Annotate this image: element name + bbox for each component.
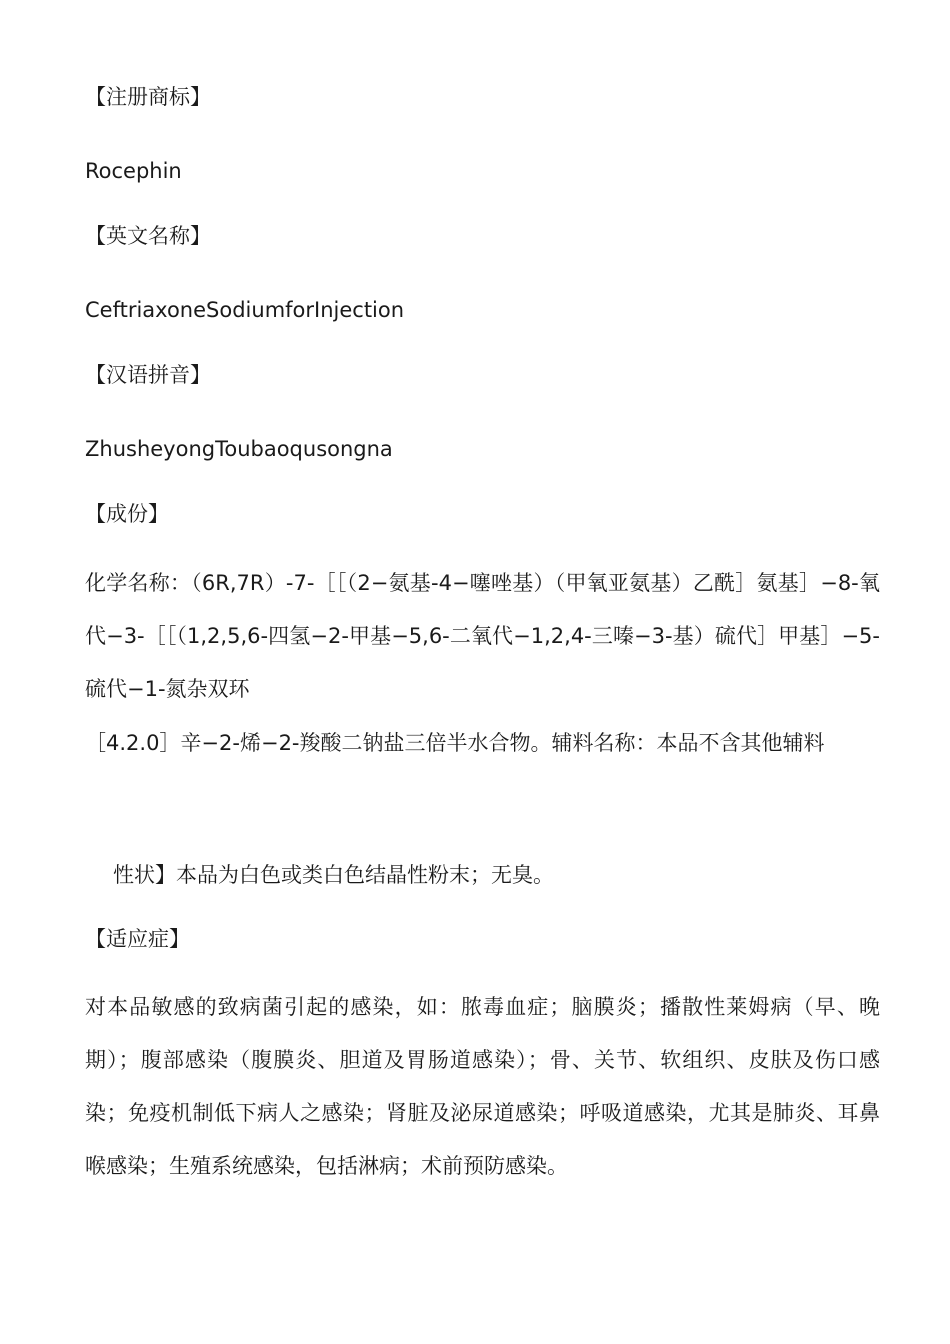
pinyin-value: ZhusheyongToubaoqusongna [85, 437, 393, 461]
pinyin-heading: 【汉语拼音】 [85, 363, 211, 387]
indications-paragraph: 对本品敏感的致病菌引起的感染，如：脓毒血症；脑膜炎；播散性莱姆病（早、晚期）；腹部感染（腹膜炎、胆道及胃肠道感染）；骨、关节、软组织、皮肤及伤口感染；免疫机制低下病人之感染；肾脏及泌尿道感染；呼吸道感染，尤其是肺炎、耳鼻喉感染；生殖系统感染，包括淋病；术前预防感染。 [85, 995, 880, 1178]
composition-paragraph: 化学名称：（6R,7R）-7-［［（2−氨基-4−噻唑基）（甲氧亚氨基）乙酰］氨基］−8-氧代−3-［［（1,2,5,6-四氢−2-甲基−5,6-二氧代−1,2,4-三嗪−3-基）硫代］甲基］−5-硫代−1-氮杂双环 [85, 571, 880, 701]
trademark-value: Rocephin [85, 159, 182, 183]
composition-heading: 【成份】 [85, 502, 169, 526]
english-name-heading: 【英文名称】 [85, 224, 211, 248]
indications-heading: 【适应症】 [85, 927, 190, 951]
trademark-heading: 【注册商标】 [85, 85, 211, 109]
english-name-value: CeftriaxoneSodiumforInjection [85, 298, 405, 322]
composition-paragraph-continued: ［4.2.0］辛−2-烯−2-羧酸二钠盐三倍半水合物。辅料名称：本品不含其他辅料 [85, 731, 825, 755]
properties-text: 性状】本品为白色或类白色结晶性粉末；无臭。 [113, 863, 554, 887]
